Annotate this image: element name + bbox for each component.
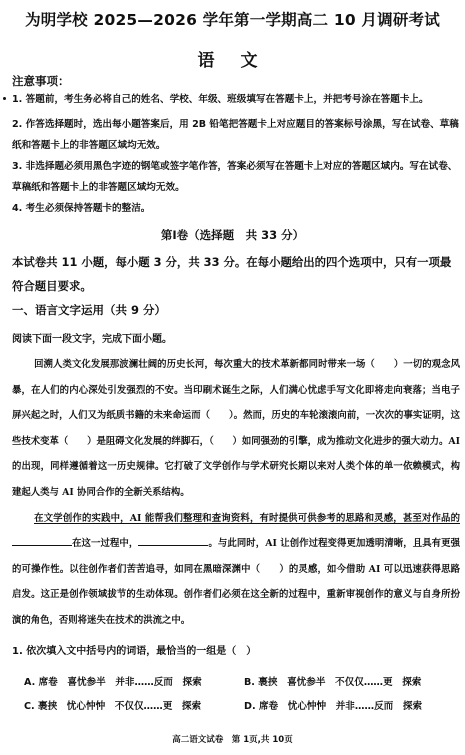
passage-paragraph-2: [12, 506, 460, 634]
answer-blank-1: [12, 535, 72, 546]
passage-paragraph-1: [12, 352, 460, 506]
section-heading: 第Ⅰ卷（选择题 共 33 分）: [160, 228, 305, 242]
question-1-stem: 1. 依次填入文中括号内的词语，最恰当的一组是（ ）: [12, 646, 257, 657]
passage-text-2: 在这一过程中，: [72, 538, 139, 550]
notice-item-2: 2. 作答选择题时，选出每小题答案后，用 2B 铅笔把答题卡上对应题目的答案标号涂黑，写在试卷、草稿纸和答题卡上的非答题区域均无效。: [12, 119, 459, 151]
reading-passage: [12, 352, 460, 634]
option-c: C. 裹挟 忧心忡忡 不仅仅……更 探索: [24, 701, 202, 712]
notice-item-4: 4. 考生必须保持答题卡的整洁。: [12, 203, 151, 214]
notice-item-1: 1. 答题前，考生务必将自己的姓名、学校、年级、班级填写在答题卡上，并把考号涂在答题卡上。: [12, 94, 429, 105]
option-a: A. 席卷 喜忧参半 并非……反而 探索: [24, 677, 202, 688]
scan-dot-mark: [3, 97, 6, 100]
subject-title: 语 文: [197, 51, 268, 71]
section-description: 本试卷共 11 小题，每小题 3 分，共 33 分。在每小题给出的四个选项中，只有一项最符合题目要求。: [12, 255, 452, 293]
answer-blank-2: [138, 535, 208, 546]
notice-item-3: 3. 非选择题必须用黑色字迹的钢笔或签字笔作答，答案必须写在答题卡上对应的答题区域内。写在试卷、草稿纸和答题卡上的非答题区域均无效。: [12, 161, 458, 193]
passage-text-1: 回溯人类文化发展那波澜壮阔的历史长河，每次重大的技术革新都同时带来一场（ ）一切的观念风暴，在人们的内心深处引发强烈的不安。当印刷术诞生之际，人们满心忧虑手写文化即将走向衰落；当电子屏兴起之时，人们又为纸质书籍的未来命运而（ ）。然而，历史的车轮滚滚向前，一次次的事实证明，这些技术变革（ ）是阻碍文化发展的绊脚石，（ ）如同强劲的引擎，成为推动文化进步的强大动力。AI 的出现，同样遵循着这一历史规律。它打破了文学创作与学术研究长期以来对人类个体的单一依赖模式，构建起人类与 AI 协同合作的全新关系结构。: [12, 359, 460, 498]
part-heading: 一、语言文字运用（共 9 分）: [12, 303, 167, 317]
reading-instruction: 阅读下面一段文字，完成下面小题。: [12, 334, 172, 345]
notice-heading: 注意事项：: [12, 74, 70, 88]
underlined-sentence: 在文学创作的实践中，AI 能帮我们整理和查询资料，有时提供可供参考的思路和灵感，甚至对作品的: [34, 512, 460, 524]
page-footer: 高二语文试卷 第 1页,共 10页: [172, 735, 293, 745]
passage-text-3: 。与此同时，AI 让创作过程变得更加透明清晰，且具有更强的可操作性。以往创作者们苦苦追寻，如同在黑暗深渊中（ ）的灵感，如今借助 AI 可以迅速获得思路启发。这正是创作领域拔节的生动体现。创作者们必须在这全新的过程中，重新审视创作的意义与自身所扮演的角色，否则将迷失在技术的洪流之中。: [12, 538, 460, 626]
exam-title: 为明学校 2025—2026 学年第一学期高二 10 月调研考试: [25, 11, 440, 29]
option-d: D. 席卷 忧心忡忡 并非……反而 探索: [244, 701, 423, 712]
option-b: B. 裹挟 喜忧参半 不仅仅……更 探索: [244, 677, 422, 688]
